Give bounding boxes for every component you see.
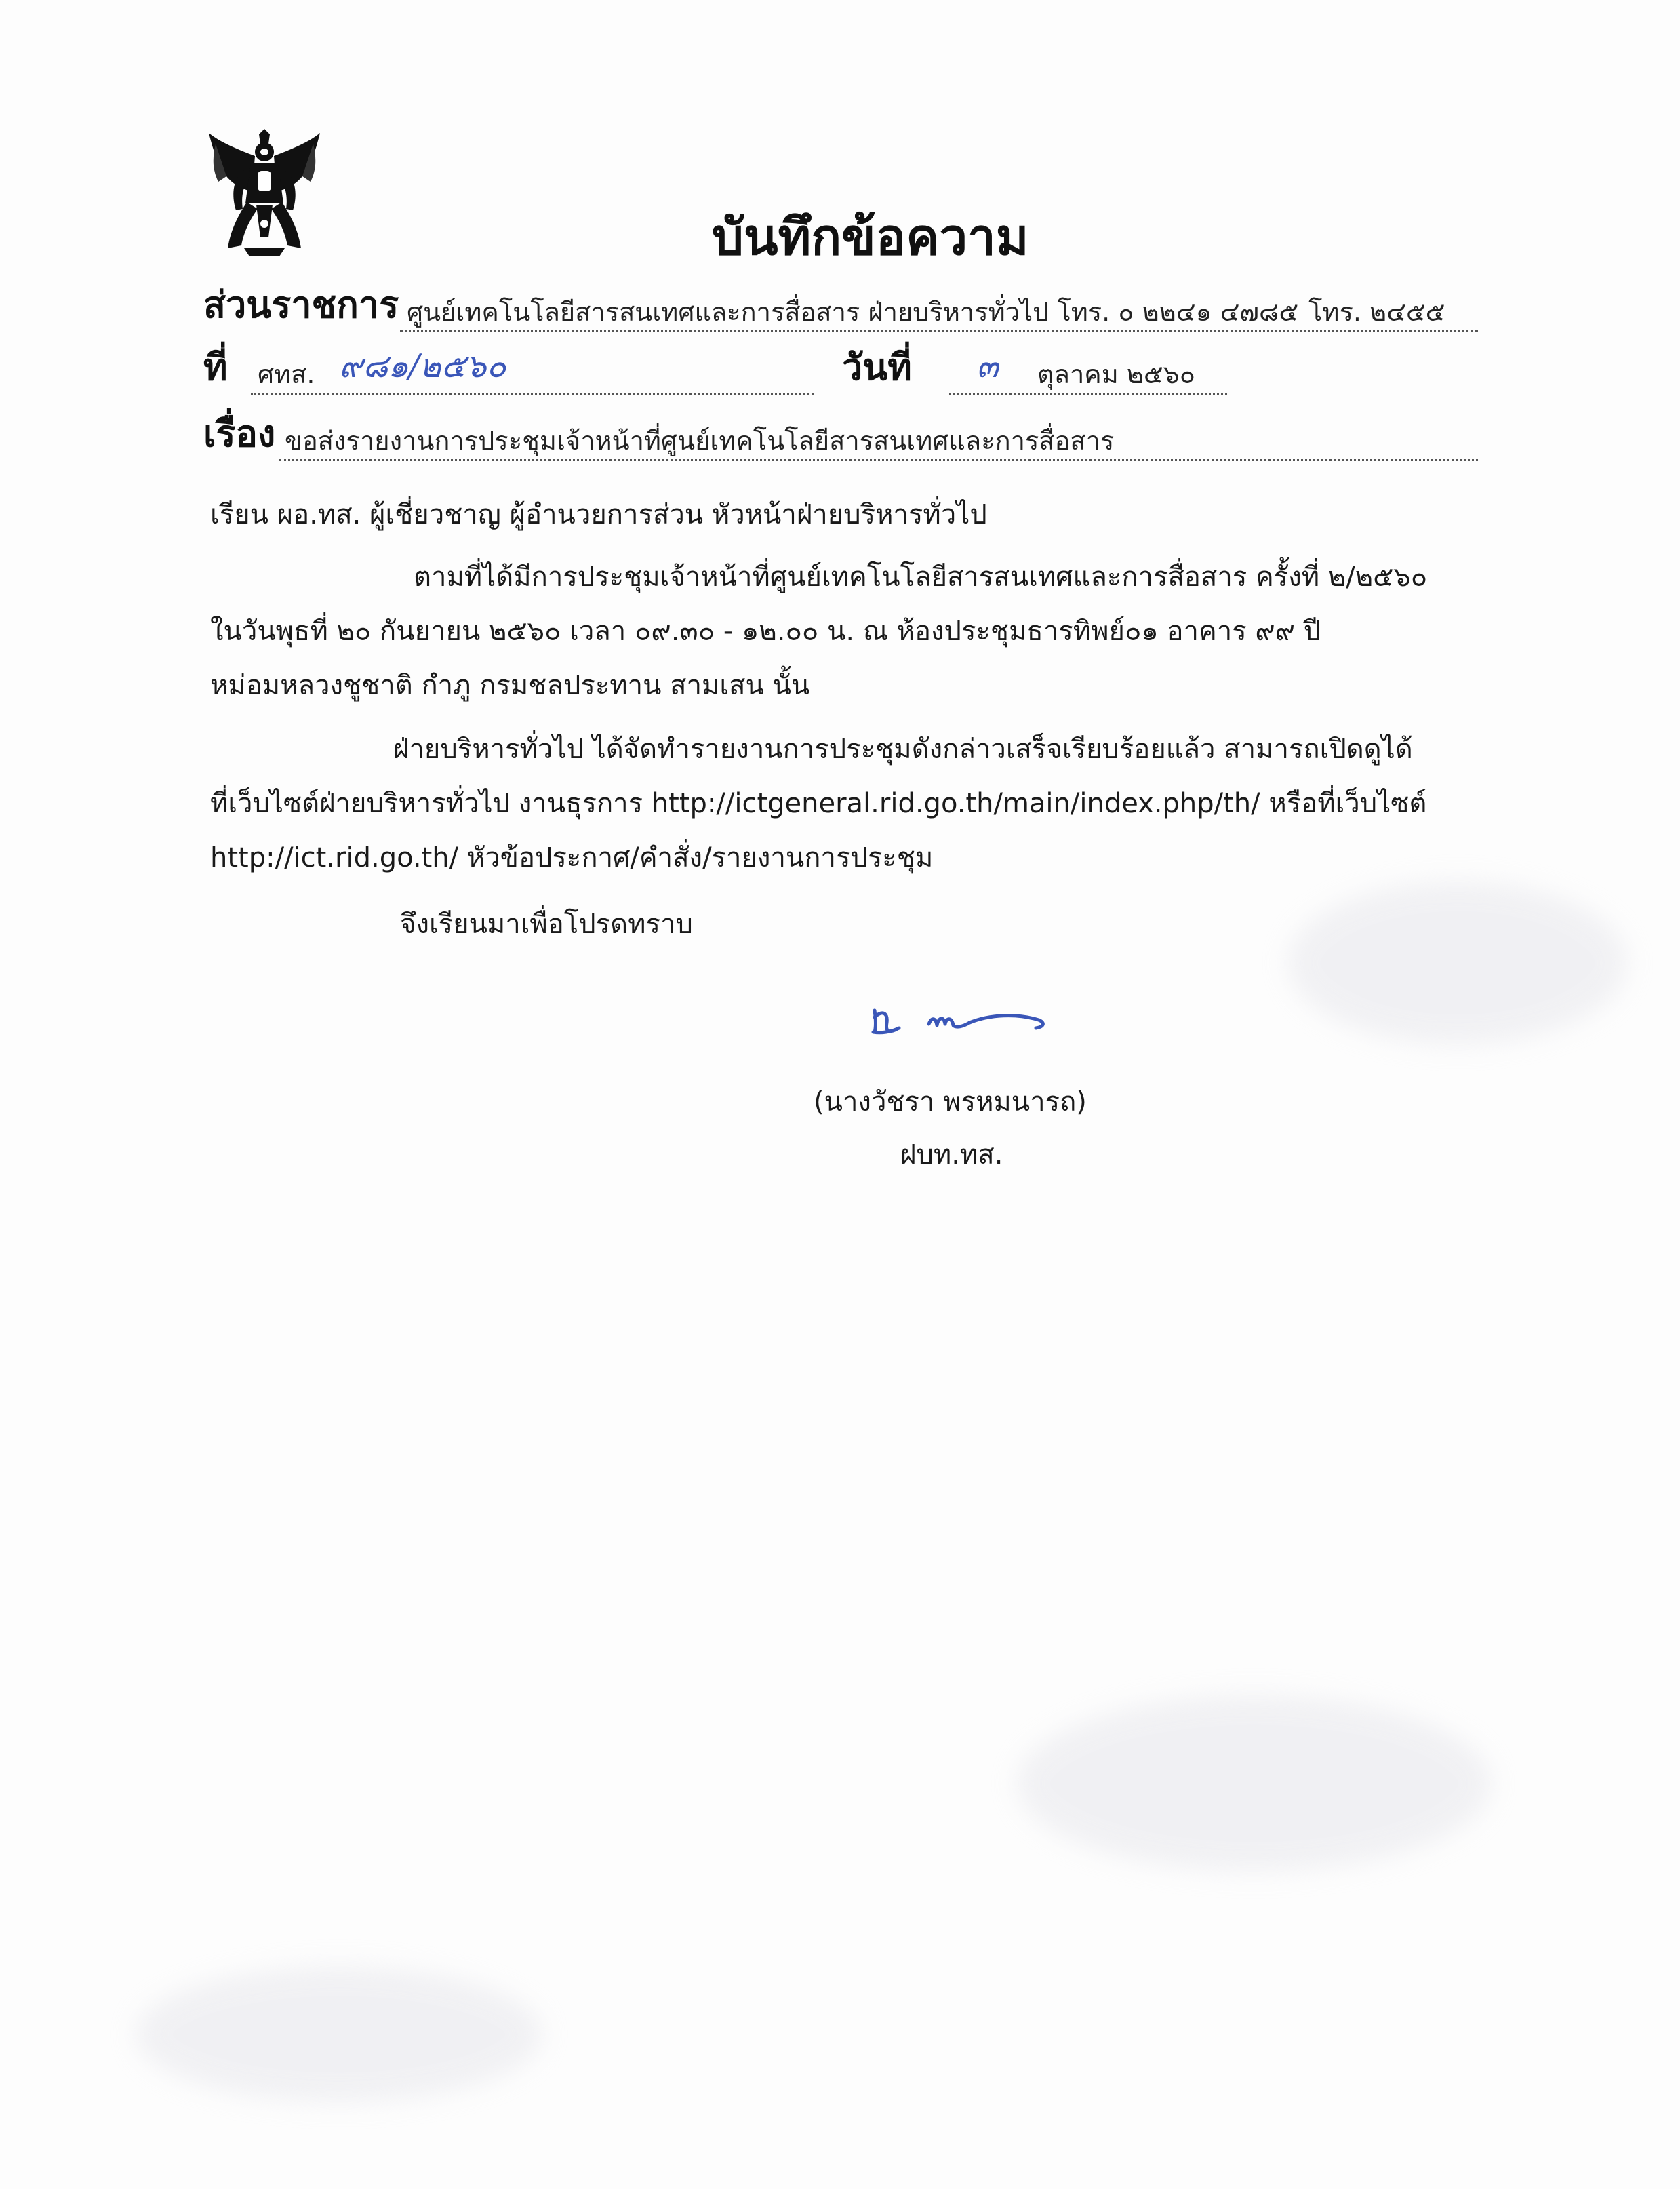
signatory-position: ฝบท.ทส.: [900, 1139, 1003, 1170]
reference-prefix: ศทส.: [258, 359, 315, 389]
salutation: เรียน ผอ.ทส. ผู้เชี่ยวชาญ ผู้อำนวยการส่วน หัวหน้าฝ่ายบริหารทั่วไป: [210, 499, 987, 530]
date-month-year: ตุลาคม ๒๕๖๐: [1037, 359, 1195, 389]
paragraph-2-line-2: ที่เว็บไซต์ฝ่ายบริหารทั่วไป งานธุรการ http://ictgeneral.rid.go.th/main/index.php/th/ หรือที่เว็บไซต์: [210, 788, 1427, 819]
paragraph-2-line-1: ฝ่ายบริหารทั่วไป ได้จัดทำรายงานการประชุมดังกล่าวเสร็จเรียบร้อยแล้ว สามารถเปิดดูได้: [393, 734, 1413, 765]
subject-value: ขอส่งรายงานการประชุมเจ้าหน้าที่ศูนย์เทคโนโลยีสารสนเทศและการสื่อสาร: [285, 426, 1115, 456]
garuda-emblem-icon: [203, 129, 325, 258]
handwritten-signature: [861, 990, 1078, 1051]
agency-value: ศูนย์เทคโนโลยีสารสนเทศและการสื่อสาร ฝ่ายบริหารทั่วไป โทร. ๐ ๒๒๔๑ ๔๗๘๕: [407, 297, 1299, 327]
date-label: วันที่: [842, 346, 912, 389]
scan-smudge: [1288, 882, 1627, 1044]
document-title: บันทึกข้อความ: [712, 208, 1029, 267]
closing-line: จึงเรียนมาเพื่อโปรดทราบ: [400, 909, 693, 940]
subject-label: เรื่อง: [203, 412, 276, 455]
scan-smudge: [136, 1967, 542, 2102]
subject-row: [203, 412, 1478, 467]
date-day: ๓: [976, 347, 999, 385]
paragraph-1-line-3: หม่อมหลวงชูชาติ กำภู กรมชลประทาน สามเสน นั้น: [210, 670, 810, 701]
agency-label: ส่วนราชการ: [203, 283, 399, 326]
agency-extension: โทร. ๒๔๕๕: [1308, 297, 1445, 327]
paragraph-1-line-1: ตามที่ได้มีการประชุมเจ้าหน้าที่ศูนย์เทคโนโลยีสารสนเทศและการสื่อสาร ครั้งที่ ๒/๒๕๖๐: [414, 561, 1428, 593]
reference-label: ที่: [203, 346, 228, 389]
reference-row: [203, 346, 1227, 400]
agency-row: [203, 283, 1478, 338]
reference-number: ๙๘๑/๒๕๖๐: [339, 347, 506, 385]
paragraph-1-line-2: ในวันพุธที่ ๒๐ กันยายน ๒๕๖๐ เวลา ๐๙.๓๐ - ๑๒.๐๐ น. ณ ห้องประชุมธารทิพย์๐๑ อาคาร ๙๙ ปี: [210, 616, 1321, 647]
scan-smudge: [1017, 1695, 1492, 1872]
dotted-line: [251, 393, 814, 395]
paragraph-2-line-3: http://ict.rid.go.th/ หัวข้อประกาศ/คำสั่ง/รายงานการประชุม: [210, 842, 934, 873]
signatory-name: (นางวัชรา พรหมนารถ): [814, 1086, 1087, 1118]
